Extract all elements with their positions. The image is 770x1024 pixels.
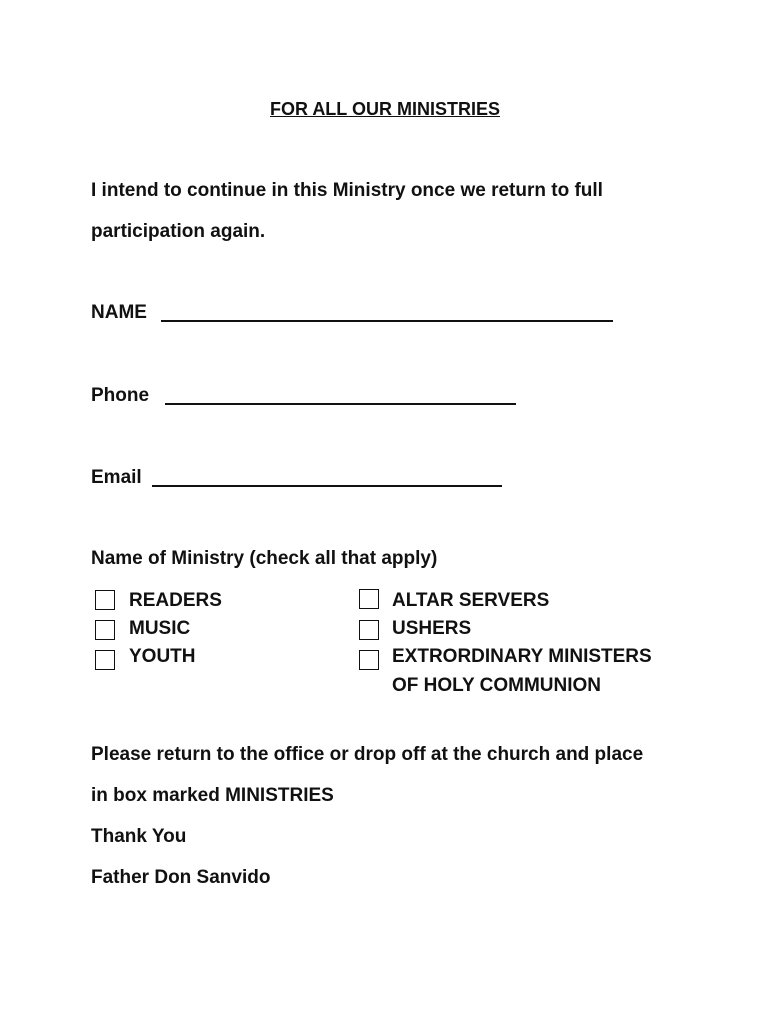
name-field[interactable]	[161, 320, 613, 322]
extraordinary-ministers-label-line1: EXTRORDINARY MINISTERS	[392, 646, 652, 667]
altar-servers-checkbox[interactable]	[359, 589, 379, 609]
ushers-checkbox[interactable]	[359, 620, 379, 640]
readers-checkbox[interactable]	[95, 590, 115, 610]
phone-field[interactable]	[165, 403, 516, 405]
youth-label: YOUTH	[129, 646, 196, 667]
form-title: FOR ALL OUR MINISTRIES	[269, 99, 500, 119]
intent-statement-line2: participation again.	[91, 221, 266, 242]
thank-you-text: Thank You	[91, 826, 187, 847]
music-checkbox[interactable]	[95, 620, 115, 640]
youth-checkbox[interactable]	[95, 650, 115, 670]
altar-servers-label: ALTAR SERVERS	[392, 590, 550, 611]
extraordinary-ministers-checkbox[interactable]	[359, 650, 379, 670]
email-field[interactable]	[152, 485, 502, 487]
ushers-label: USHERS	[392, 618, 472, 639]
extraordinary-ministers-label-line2: OF HOLY COMMUNION	[392, 675, 602, 696]
ministry-heading: Name of Ministry (check all that apply)	[91, 548, 438, 569]
readers-label: READERS	[129, 590, 222, 611]
intent-statement-line1: I intend to continue in this Ministry once we return to full	[91, 180, 603, 201]
signature-name: Father Don Sanvido	[91, 867, 271, 888]
email-label: Email	[91, 467, 142, 488]
music-label: MUSIC	[129, 618, 191, 639]
name-label: NAME	[91, 302, 147, 323]
return-instructions-line2: in box marked MINISTRIES	[91, 785, 334, 806]
phone-label: Phone	[91, 385, 150, 406]
return-instructions-line1: Please return to the office or drop off at the church and place	[91, 744, 644, 765]
